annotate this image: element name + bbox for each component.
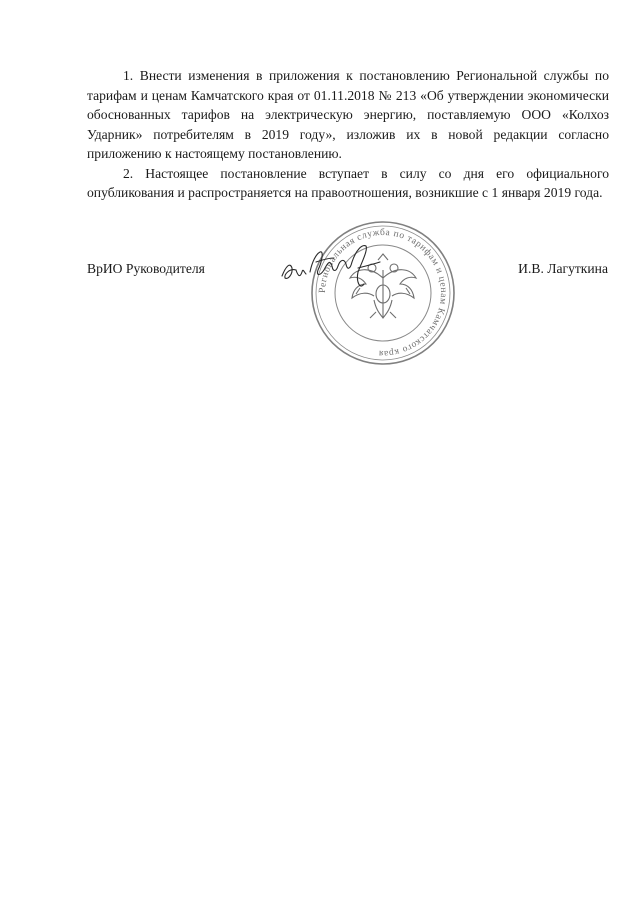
- paragraph-1: 1. Внести изменения в приложения к постановлению Региональной службы по тарифам и ценам Камчатского края от 01.11.2018 № 213 «Об утверждении экономически обоснованных тарифов на электрическую энергию, поставляемую ООО «Колхоз Ударник» потребителям в 2019 году», изложив их в новой редакции согласно приложению к настоящему постановлению.: [87, 68, 609, 161]
- signer-position: ВрИО Руководителя: [87, 261, 205, 276]
- document-body: [87, 66, 609, 203]
- paragraph-2: 2. Настоящее постановление вступает в силу со дня его официального опубликования и распространяется на правоотношения, возникшие с 1 января 2019 года.: [87, 165, 609, 200]
- signer-name: И.В. Лагуткина: [518, 261, 608, 276]
- seal-ring-text: Региональная служба по тарифам и ценам Камчатского края: [317, 227, 449, 359]
- handwritten-signature: [276, 232, 386, 302]
